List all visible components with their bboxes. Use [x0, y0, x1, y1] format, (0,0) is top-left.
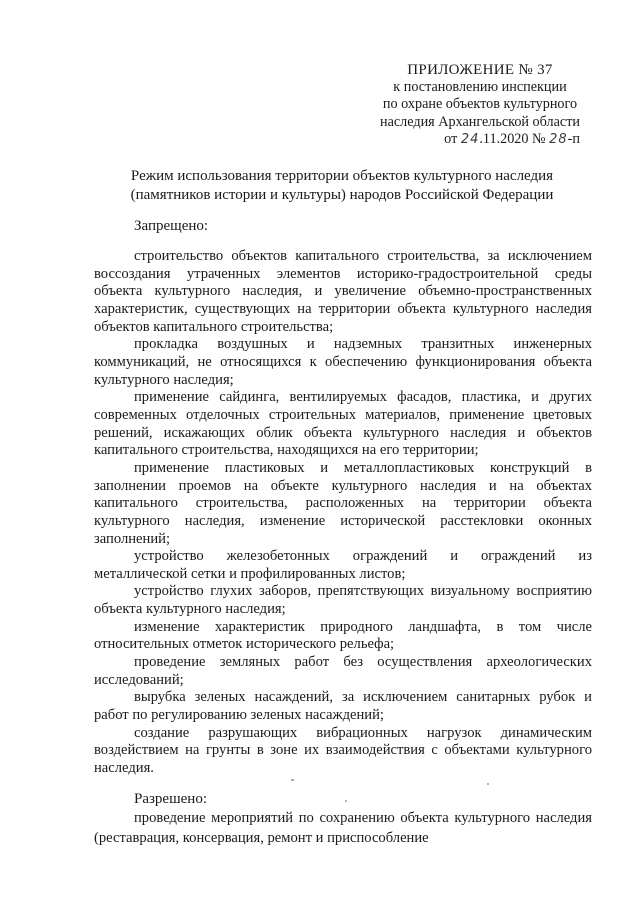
heading-line-1: Режим использования территории объектов культурного наследия [130, 168, 554, 184]
forbidden-item: применение сайдинга, вентилируемых фасадов, пластика, и других современных отделочных строительных материалов, применение цветовых решений, искажающих облик объекта культурного наследия и объектов капитального строительства, находящихся на его территории; [94, 389, 592, 459]
forbidden-item: устройство глухих заборов, препятствующих визуальному восприятию объекта культурного наследия; [94, 583, 592, 618]
scan-speck [487, 783, 489, 785]
annex-line-1: к постановлению инспекции [393, 79, 567, 96]
annex-block [360, 62, 600, 148]
annex-line-2: по охране объектов культурного [382, 96, 578, 113]
number-suffix: -п [567, 130, 580, 147]
forbidden-item: применение пластиковых и металлопластиковых конструкций в заполнении проемов на объекте культурного наследия и на объектах капитального строительства, расположенных на территории объекта культурного наследия, изменение исторической расстекловки оконных заполнений; [94, 459, 592, 547]
forbidden-item: вырубка зеленых насаждений, за исключением санитарных рубок и работ по регулированию зеленых насаждений; [94, 689, 592, 724]
forbidden-label: Запрещено: [134, 218, 209, 234]
allowed-label: Разрешено: [134, 791, 207, 807]
scan-speck [291, 779, 294, 781]
scan-speck [345, 800, 347, 802]
annex-line-3: наследия Архангельской области [379, 113, 580, 130]
heading-line-2: (памятников истории и культуры) народов Российской Федерации [130, 187, 554, 203]
document-heading [92, 167, 592, 205]
forbidden-item: создание разрушающих вибрационных нагрузок динамическим воздействием на грунты в зоне их взаимодействия с объектами культурного наследия. [94, 724, 592, 777]
number-handwritten: 28 [549, 131, 568, 147]
date-day-handwritten: 24 [460, 131, 480, 147]
forbidden-list [94, 248, 592, 778]
allowed-list [94, 808, 592, 848]
allowed-item: проведение мероприятий по сохранению объекта культурного наследия (реставрация, консервация, ремонт и приспособление [94, 810, 592, 846]
date-prefix: от [444, 130, 458, 147]
annex-title: ПРИЛОЖЕНИЕ № 37 [407, 62, 553, 78]
annex-date-line [360, 131, 600, 148]
date-rest: .11.2020 № [479, 130, 546, 147]
forbidden-item: проведение земляных работ без осуществления археологических исследований; [94, 654, 592, 688]
forbidden-item: изменение характеристик природного ландшафта, в том числе относительных отметок исторического рельефа; [94, 618, 592, 653]
forbidden-item: строительство объектов капитального строительства, за исключением воссоздания утраченных элементов историко-градостроительной среды объекта культурного наследия, и увеличение объемно-пространственных характеристик, существующих на территории объекта культурного наследия объектов капитального строительства; [94, 248, 592, 335]
forbidden-item: прокладка воздушных и надземных транзитных инженерных коммуникаций, не относящихся к обеспечению функционирования объекта культурного наследия; [94, 336, 592, 388]
forbidden-item: устройство железобетонных ограждений и ограждений из металлической сетки и профилированных листов; [94, 548, 592, 582]
